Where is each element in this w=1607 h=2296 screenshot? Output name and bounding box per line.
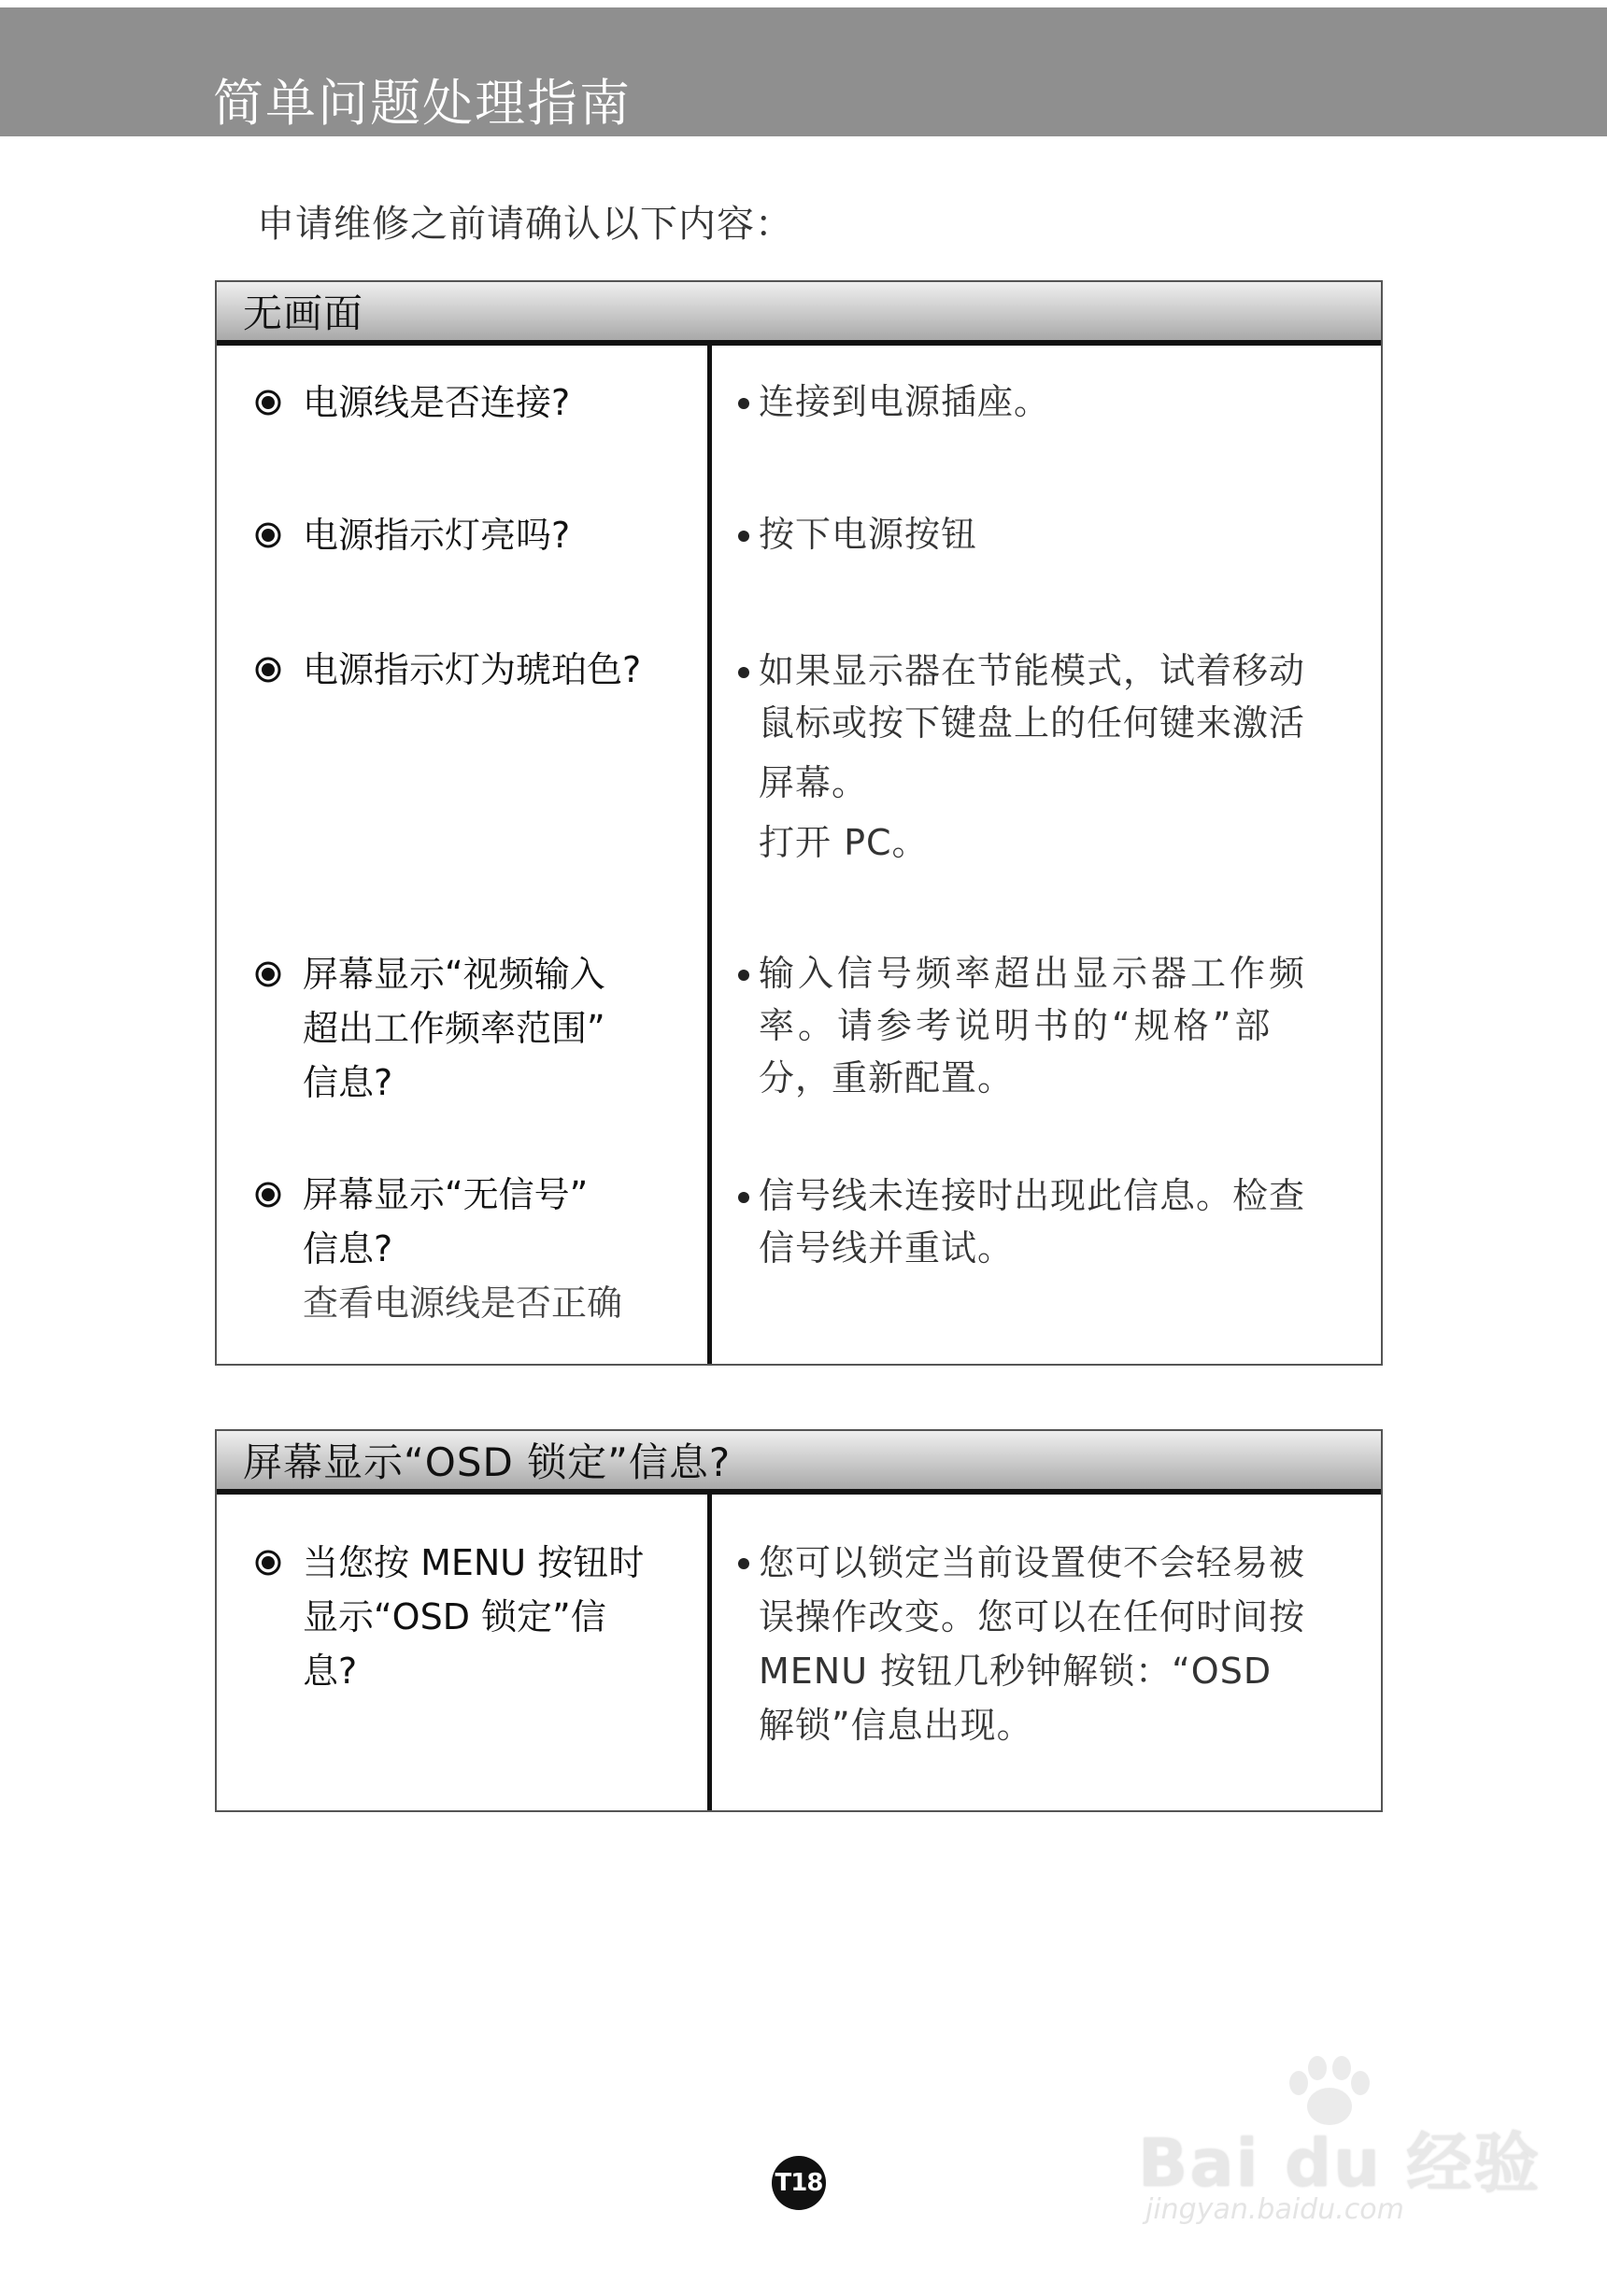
question-1: 电源线是否连接?	[254, 376, 570, 430]
baidu-watermark	[1138, 2055, 1542, 2226]
bullet-dot	[738, 1558, 749, 1569]
page-number-badge: T18	[772, 2156, 826, 2210]
question-2: 电源指示灯亮吗?	[254, 508, 570, 562]
column-divider	[707, 346, 712, 1364]
section-title: 无画面	[217, 282, 1381, 346]
answer-3: 如果显示器在节能模式，试着移动 鼠标或按下键盘上的任何键来激活 屏幕。 打开 PC。	[738, 645, 1373, 869]
radio-bullet-icon	[254, 656, 282, 684]
intro-text: 申请维修之前请确认以下内容：	[257, 203, 793, 246]
radio-bullet-icon	[254, 1181, 282, 1209]
answer-1: 连接到电源插座。	[738, 376, 1373, 428]
section-title: 屏幕显示“OSD 锁定”信息?	[217, 1431, 1381, 1495]
radio-bullet-icon	[254, 960, 282, 988]
bullet-dot	[738, 1192, 749, 1203]
bullet-dot	[738, 970, 749, 981]
page-title: 简单问题处理指南	[213, 74, 632, 133]
answer-5: 信号线未连接时出现此信息。检查 信号线并重试。	[738, 1169, 1373, 1274]
answer-osd: 您可以锁定当前设置使不会轻易被 误操作改变。您可以在任何时间按 MENU 按钮几秒钟解锁：“OSD 解锁”信息出现。	[738, 1536, 1373, 1752]
bullet-dot	[738, 398, 749, 409]
answer-2: 按下电源按钮	[738, 508, 1373, 560]
section-no-picture	[215, 280, 1383, 1366]
question-3: 电源指示灯为琥珀色?	[254, 643, 641, 697]
answer-4: 输入信号频率超出显示器工作频 率。请参考说明书的“规格”部 分，重新配置。	[738, 947, 1373, 1104]
bullet-dot	[738, 667, 749, 678]
radio-bullet-icon	[254, 521, 282, 549]
watermark-brand: Bai du 经验	[1138, 2125, 1542, 2202]
column-divider	[707, 1495, 712, 1810]
watermark-url: jingyan.baidu.com	[1145, 2193, 1404, 2226]
bullet-dot	[738, 531, 749, 542]
question-osd: 当您按 MENU 按钮时 显示“OSD 锁定”信 息?	[254, 1536, 644, 1698]
header-bar	[0, 7, 1607, 136]
question-4: 屏幕显示“视频输入 超出工作频率范围” 信息?	[254, 947, 605, 1110]
section-osd-lock	[215, 1429, 1383, 1812]
radio-bullet-icon	[254, 389, 282, 417]
radio-bullet-icon	[254, 1549, 282, 1577]
question-5: 屏幕显示“无信号” 信息? 查看电源线是否正确	[254, 1168, 622, 1330]
